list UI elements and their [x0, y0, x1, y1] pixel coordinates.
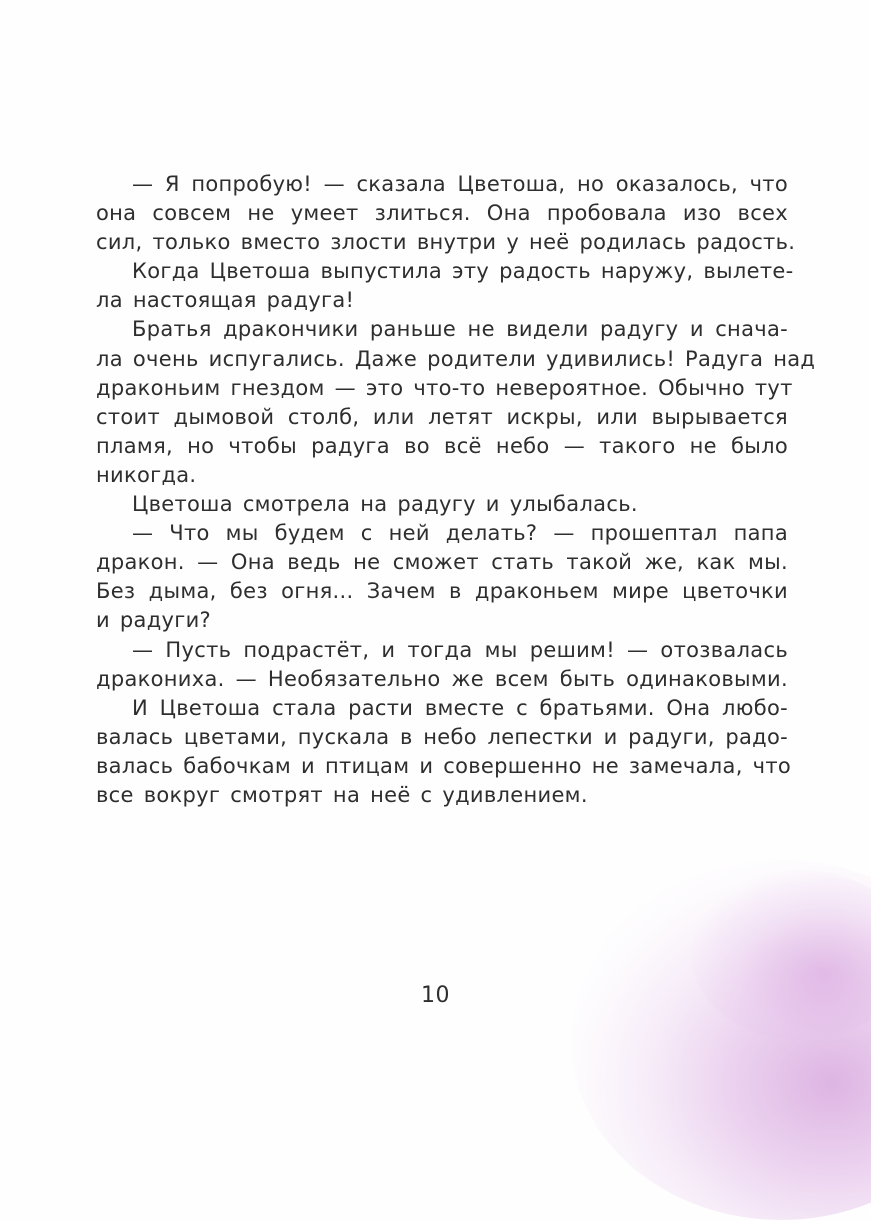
paragraph — [96, 490, 788, 519]
text-line: — Что мы будем с ней делать? — прошептал папа — [132, 521, 788, 546]
text-line: И Цветоша стала расти вместе с братьями. Она любо- — [132, 695, 788, 720]
paragraph — [96, 636, 788, 694]
text-line: — Пусть подрастёт, и тогда мы решим! — отозвалась — [132, 637, 788, 662]
text-line: ла очень испугались. Даже родители удивились! Радуга над — [96, 346, 816, 371]
text-line: стоит дымовой столб, или летят искры, или вырывается — [96, 404, 788, 429]
text-line: она совсем не умеет злиться. Она пробовала изо всех — [96, 201, 788, 226]
story-text — [96, 170, 816, 810]
text-line: Без дыма, без огня... Зачем в драконьем мире цветочки — [96, 579, 788, 604]
text-line: Когда Цветоша выпустила эту радость наружу, вылете- — [132, 259, 794, 284]
text-line: дракон. — Она ведь не сможет стать такой же, как мы. — [96, 550, 788, 575]
text-line: — Я попробую! — сказала Цветоша, но оказалось, что — [132, 172, 788, 196]
text-line: никогда. — [96, 462, 197, 487]
page-number: 10 — [421, 983, 450, 1008]
paragraph — [96, 519, 788, 635]
text-line: и радуги? — [96, 608, 211, 633]
text-line: все вокруг смотрят на неё с удивлением. — [96, 782, 588, 807]
text-line: сил, только вместо злости внутри у неё родилась радость. — [96, 230, 796, 255]
text-line: ла настоящая радуга! — [96, 288, 355, 313]
paragraph — [96, 257, 794, 315]
text-line: Цветоша смотрела на радугу и улыбалась. — [132, 492, 638, 517]
paragraph — [96, 315, 816, 490]
text-line: драконьим гнездом — это что-то невероятное. Обычно тут — [96, 375, 793, 400]
paragraph — [96, 694, 792, 810]
text-line: дракониха. — Необязательно же всем быть одинаковыми. — [96, 666, 788, 691]
paragraph — [96, 170, 796, 257]
text-line: пламя, но чтобы радуга во всё небо — такого не было — [96, 433, 788, 458]
text-line: валась цветами, пускала в небо лепестки и радуги, радо- — [96, 724, 788, 749]
text-line: валась бабочкам и птицам и совершенно не замечала, что — [96, 753, 792, 778]
text-line: Братья дракончики раньше не видели радугу и снача- — [132, 317, 788, 342]
